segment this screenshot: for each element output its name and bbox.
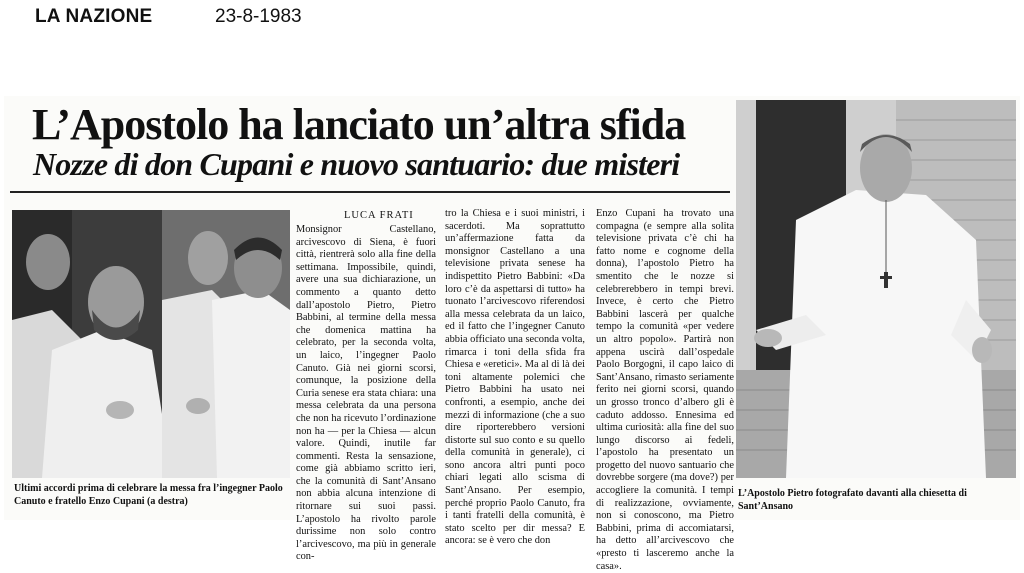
photo-group-ceremony xyxy=(12,210,290,478)
article-column-3: Enzo Cupani ha trovato una compagna (e sempre alla solita televisione privata c’è chi ha fatto nome e cognome della donna), l’apostolo Pietro ha smentito che le nozze si celebrerebbero in tempi brevi. Invece, è certo che Pietro Babbini lascerà per qualche tempo la comunità «per vedere un altro popolo». Partirà non appena uscirà dall’ospedale Paolo Borgogni, il capo laico di Sant’Ansano, rimasto seriamente ferito nei giorni scorsi, quando un grosso tronco d’albero gli è caduto addosso. Ennesima ed ultima curiosità: alla fine del suo lungo discorso ai fedeli, l’apostolo ha presentato un progetto del nuovo santuario che dovrebbe sorgere (ma dove?) per accogliere la comunità. I tempi di realizzazione, ovviamente, non si conoscono, ma Pietro Babbini, prima di accomiatarsi, ha detto all’arcivescovo che «presto ti lasceremo anche la casa». xyxy=(596,208,734,572)
photo-left-caption: Ultimi accordi prima di celebrare la messa fra l’ingegner Paolo Canuto e fratello Enzo Cupani (a destra) xyxy=(14,483,283,507)
newspaper-name: LA NAZIONE xyxy=(35,6,153,27)
clipping-date: 23-8-1983 xyxy=(215,6,302,27)
headline: L’Apostolo ha lanciato un’altra sfida xyxy=(32,100,686,149)
article-column-2: tro la Chiesa e i suoi ministri, i sacerdoti. Ma soprattutto un’affermazione fatta da monsignor Castellano a una televisione privata senese ha indispettito Pietro Babbini: «Da loro c’è da aspettarsi di tutto» ha tuonato l’arcivescovo riferendosi alla messa celebrata da un laico, ed il fatto che l’ingegner Canuto abbia officiato una seconda volta, rimarca i toni della sfida fra Chiesa e «eretici». Ma al di là dei toni altamente polemici che Pietro Babbini ha usato nei confronti, a esempio, anche dei mezzi di informazione (che a suo dire riporterebbero versioni distorte sul suo conto e su quello della comunità in generale), ci sono ancora altri punti poco chiari legati allo scisma di Sant’Ansano. Per esempio, perché proprio Paolo Canuto, fra i tanti fratelli della comunità, è stato scelto per dir messa? E ancora: se è vero che don xyxy=(445,208,585,547)
headline-divider xyxy=(10,191,730,193)
photo-apostle-pietro xyxy=(736,100,1016,478)
subheadline: Nozze di don Cupani e nuovo santuario: due misteri xyxy=(33,146,680,182)
photo-right-caption: L’Apostolo Pietro fotografato davanti alla chiesetta di Sant’Ansano xyxy=(738,488,967,512)
byline: LUCA FRATI xyxy=(344,210,414,221)
article-column-1: Monsignor Castellano, arcivescovo di Siena, è fuori città, rientrerà solo alla fine della settimana. Impossibile, quindi, avere una sua dichiarazione, un commento a quanto detto dall’apostolo Pietro, Pietro Babbini, al termine della messa che domenica mattina ha celebrato, per la seconda volta, un laico, l’ingegner Paolo Canuto. Già nei giorni scorsi, comunque, la posizione della Curia senese era stata chiara: una messa celebrata da una persona che non ha ricevuto l’ordinazione non ha — per la Chiesa — alcun valore. Quindi, inutile far commenti. Resta la sensazione, come già abbiamo scritto ieri, che la comunità di Sant’Ansano non abbia alcuna intenzione di ritornare sui suoi passi. L’apostolo ha rivolto parole durissime non solo contro l’arcivescovo, ma più in generale con- xyxy=(296,224,436,563)
